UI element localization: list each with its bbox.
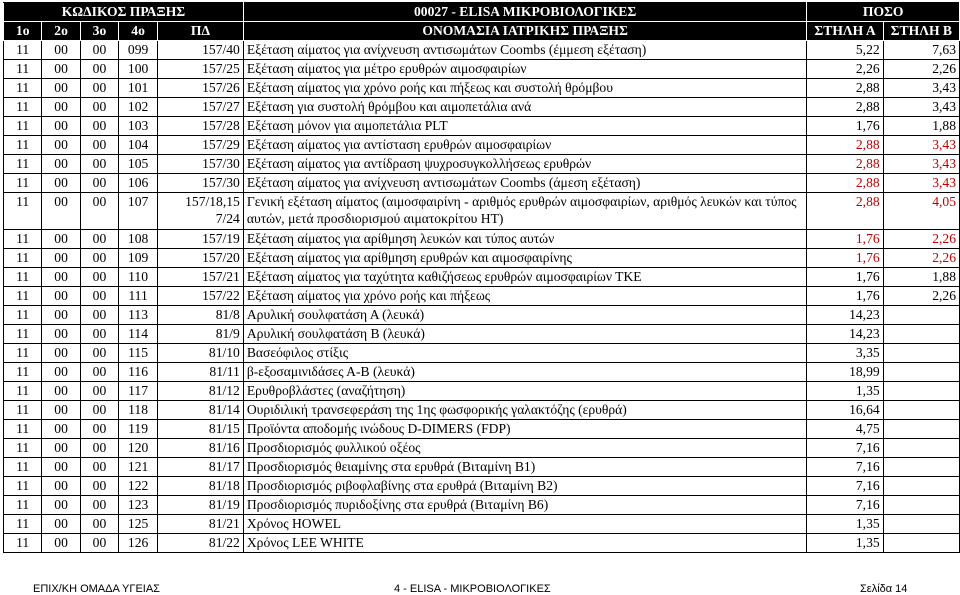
cell-code-3: 00 [80, 325, 118, 344]
table-row [4, 306, 960, 325]
cell-code-3: 00 [80, 363, 118, 382]
cell-code-2: 00 [42, 287, 80, 306]
cell-pd-ref: 157/25 [158, 60, 244, 79]
cell-pd-ref: 157/28 [158, 117, 244, 136]
cell-amount-b: 3,43 [883, 136, 959, 155]
cell-code-3: 00 [80, 79, 118, 98]
cell-amount-a: 16,64 [807, 401, 883, 420]
cell-code-3: 00 [80, 136, 118, 155]
cell-code-4: 116 [119, 363, 158, 382]
cell-code-1: 11 [4, 98, 42, 117]
cell-pd-ref: 81/18 [158, 477, 244, 496]
cell-code-4: 126 [119, 534, 158, 553]
table-row [4, 41, 960, 60]
cell-amount-a: 2,88 [807, 79, 883, 98]
header-code: ΚΩΔΙΚΟΣ ΠΡΑΞΗΣ [4, 3, 244, 22]
cell-description: Εξέταση αίματος για χρόνο ροής και πήξεως [243, 287, 807, 306]
cell-code-3: 00 [80, 287, 118, 306]
cell-code-3: 00 [80, 496, 118, 515]
cell-pd-ref: 157/22 [158, 287, 244, 306]
cell-code-1: 11 [4, 268, 42, 287]
cell-code-1: 11 [4, 420, 42, 439]
cell-pd-ref: 81/9 [158, 325, 244, 344]
table-row [4, 249, 960, 268]
cell-amount-a: 1,35 [807, 382, 883, 401]
cell-code-1: 11 [4, 287, 42, 306]
cell-code-4: 105 [119, 155, 158, 174]
cell-amount-a: 4,75 [807, 420, 883, 439]
cell-code-1: 11 [4, 136, 42, 155]
cell-amount-b [883, 401, 959, 420]
cell-amount-b: 3,43 [883, 174, 959, 193]
header-title: 00027 - ELISA ΜΙΚΡΟΒΙΟΛΟΓΙΚΕΣ [243, 3, 807, 22]
cell-code-1: 11 [4, 117, 42, 136]
cell-code-1: 11 [4, 496, 42, 515]
cell-code-4: 118 [119, 401, 158, 420]
table-row [4, 344, 960, 363]
cell-code-3: 00 [80, 117, 118, 136]
cell-code-3: 00 [80, 344, 118, 363]
header-col-a: ΣΤΗΛΗ Α [807, 22, 883, 41]
cell-description: Γενική εξέταση αίματος (αιμοσφαιρίνη - αριθμός ερυθρών αιμοσφαιρίων, αριθμός λευκών και τύπος αυτών, μετά προσδιορισμού αιματοκρίτου ΗΤ) [243, 193, 807, 230]
table-row [4, 60, 960, 79]
cell-code-3: 00 [80, 155, 118, 174]
cell-code-3: 00 [80, 41, 118, 60]
cell-code-1: 11 [4, 60, 42, 79]
cell-amount-a: 2,88 [807, 136, 883, 155]
cell-amount-b [883, 477, 959, 496]
cell-code-4: 119 [119, 420, 158, 439]
cell-description: Βασεόφιλος στίξις [243, 344, 807, 363]
cell-code-4: 099 [119, 41, 158, 60]
cell-pd-ref: 157/26 [158, 79, 244, 98]
cell-code-1: 11 [4, 401, 42, 420]
table-row [4, 117, 960, 136]
cell-code-2: 00 [42, 515, 80, 534]
cell-code-3: 00 [80, 60, 118, 79]
cell-amount-a: 2,26 [807, 60, 883, 79]
cell-code-1: 11 [4, 249, 42, 268]
table-row [4, 268, 960, 287]
cell-description: Εξέταση αίματος για ανίχνευση αντισωμάτων Coombs (έμμεση εξέταση) [243, 41, 807, 60]
cell-pd-ref: 81/11 [158, 363, 244, 382]
cell-pd-ref: 157/30 [158, 174, 244, 193]
cell-amount-b [883, 306, 959, 325]
cell-amount-b [883, 534, 959, 553]
cell-description: Εξέταση αίματος για χρόνο ροής και πήξεως και συστολή θρόμβου [243, 79, 807, 98]
cell-code-1: 11 [4, 439, 42, 458]
cell-code-4: 123 [119, 496, 158, 515]
cell-code-2: 00 [42, 79, 80, 98]
table-row [4, 439, 960, 458]
cell-code-1: 11 [4, 306, 42, 325]
cell-code-3: 00 [80, 534, 118, 553]
cell-code-3: 00 [80, 477, 118, 496]
cell-pd-ref: 157/40 [158, 41, 244, 60]
cell-amount-b: 2,26 [883, 287, 959, 306]
cell-amount-b [883, 458, 959, 477]
cell-pd-ref: 81/16 [158, 439, 244, 458]
header-col-b: ΣΤΗΛΗ Β [883, 22, 959, 41]
cell-amount-b: 3,43 [883, 155, 959, 174]
table-row [4, 174, 960, 193]
cell-code-4: 103 [119, 117, 158, 136]
cell-amount-a: 1,35 [807, 534, 883, 553]
cell-amount-a: 7,16 [807, 458, 883, 477]
table-row [4, 193, 960, 230]
header-col-3: 3ο [80, 22, 118, 41]
cell-description: Ουριδιλική τρανσεφεράση της 1ης φωσφορικής γαλακτόζης (ερυθρά) [243, 401, 807, 420]
cell-amount-b: 1,88 [883, 117, 959, 136]
cell-description: Αρυλική σουλφατάση Β (λευκά) [243, 325, 807, 344]
table-row [4, 287, 960, 306]
table-row [4, 98, 960, 117]
cell-pd-ref: 81/22 [158, 534, 244, 553]
cell-pd-ref: 157/19 [158, 230, 244, 249]
table-row [4, 155, 960, 174]
table-row [4, 420, 960, 439]
cell-code-4: 113 [119, 306, 158, 325]
cell-amount-a: 1,76 [807, 268, 883, 287]
cell-description: Προσδιορισμός θειαμίνης στα ερυθρά (Βιταμίνη Β1) [243, 458, 807, 477]
cell-code-4: 108 [119, 230, 158, 249]
cell-code-2: 00 [42, 496, 80, 515]
cell-code-1: 11 [4, 174, 42, 193]
cell-amount-a: 2,88 [807, 174, 883, 193]
table-row [4, 230, 960, 249]
cell-code-4: 121 [119, 458, 158, 477]
table-row [4, 325, 960, 344]
cell-pd-ref: 157/18,15 7/24 [158, 193, 244, 230]
cell-amount-b [883, 382, 959, 401]
cell-code-1: 11 [4, 363, 42, 382]
cell-amount-b [883, 496, 959, 515]
cell-code-4: 100 [119, 60, 158, 79]
cell-code-1: 11 [4, 325, 42, 344]
footer-center: 4 - ELISA - ΜΙΚΡΟΒΙΟΛΟΓΙΚΕΣ [394, 583, 551, 595]
cell-code-3: 00 [80, 401, 118, 420]
cell-amount-a: 2,88 [807, 98, 883, 117]
cell-code-4: 107 [119, 193, 158, 230]
cell-pd-ref: 81/8 [158, 306, 244, 325]
cell-description: Χρόνος HOWEL [243, 515, 807, 534]
cell-description: Εξέταση αίματος για αντίδραση ψυχροσυγκολλήσεως ερυθρών [243, 155, 807, 174]
cell-amount-b: 4,05 [883, 193, 959, 230]
cell-amount-a: 1,35 [807, 515, 883, 534]
header-col-1: 1ο [4, 22, 42, 41]
table-row [4, 401, 960, 420]
cell-code-4: 109 [119, 249, 158, 268]
cell-code-3: 00 [80, 439, 118, 458]
cell-amount-a: 1,76 [807, 287, 883, 306]
cell-pd-ref: 81/19 [158, 496, 244, 515]
cell-pd-ref: 157/20 [158, 249, 244, 268]
cell-code-2: 00 [42, 193, 80, 230]
cell-amount-b [883, 420, 959, 439]
cell-code-1: 11 [4, 41, 42, 60]
cell-amount-a: 14,23 [807, 306, 883, 325]
cell-pd-ref: 157/29 [158, 136, 244, 155]
cell-code-2: 00 [42, 60, 80, 79]
cell-code-1: 11 [4, 534, 42, 553]
cell-code-4: 110 [119, 268, 158, 287]
cell-code-2: 00 [42, 174, 80, 193]
header-col-4: 4ο [119, 22, 158, 41]
cell-amount-a: 3,35 [807, 344, 883, 363]
cell-code-2: 00 [42, 249, 80, 268]
cell-amount-b [883, 439, 959, 458]
cell-description: Εξέταση αίματος για αρίθμηση ερυθρών και αιμοσφαιρίνης [243, 249, 807, 268]
cell-code-1: 11 [4, 155, 42, 174]
cell-code-4: 120 [119, 439, 158, 458]
cell-pd-ref: 81/10 [158, 344, 244, 363]
cell-code-1: 11 [4, 193, 42, 230]
cell-pd-ref: 81/21 [158, 515, 244, 534]
cell-code-4: 101 [119, 79, 158, 98]
cell-code-3: 00 [80, 174, 118, 193]
cell-pd-ref: 157/30 [158, 155, 244, 174]
cell-amount-b [883, 325, 959, 344]
cell-code-4: 102 [119, 98, 158, 117]
cell-amount-b: 3,43 [883, 79, 959, 98]
cell-description: Ερυθροβλάστες (αναζήτηση) [243, 382, 807, 401]
cell-code-1: 11 [4, 344, 42, 363]
cell-amount-b: 1,88 [883, 268, 959, 287]
cell-amount-a: 7,16 [807, 477, 883, 496]
cell-code-3: 00 [80, 249, 118, 268]
table-row [4, 136, 960, 155]
cell-amount-a: 7,16 [807, 496, 883, 515]
cell-code-1: 11 [4, 515, 42, 534]
table-row [4, 382, 960, 401]
cell-pd-ref: 81/14 [158, 401, 244, 420]
cell-description: Χρόνος LEE WHITE [243, 534, 807, 553]
cell-code-2: 00 [42, 477, 80, 496]
cell-amount-a: 1,76 [807, 117, 883, 136]
cell-code-4: 111 [119, 287, 158, 306]
cell-code-4: 106 [119, 174, 158, 193]
cell-description: β-εξοσαμινιδάσες Α-Β (λευκά) [243, 363, 807, 382]
cell-amount-a: 7,16 [807, 439, 883, 458]
cell-amount-b [883, 363, 959, 382]
cell-code-4: 115 [119, 344, 158, 363]
cell-code-3: 00 [80, 230, 118, 249]
cell-code-1: 11 [4, 230, 42, 249]
cell-description: Προσδιορισμός ριβοφλαβίνης στα ερυθρά (Βιταμίνη Β2) [243, 477, 807, 496]
cell-code-2: 00 [42, 363, 80, 382]
cell-code-3: 00 [80, 458, 118, 477]
cell-code-4: 122 [119, 477, 158, 496]
cell-code-3: 00 [80, 382, 118, 401]
cell-pd-ref: 157/27 [158, 98, 244, 117]
header-col-2: 2ο [42, 22, 80, 41]
header-row-1 [4, 3, 960, 22]
cell-code-4: 104 [119, 136, 158, 155]
cell-code-2: 00 [42, 458, 80, 477]
cell-description: Εξέταση για συστολή θρόμβου και αιμοπετάλια ανά [243, 98, 807, 117]
table-row [4, 477, 960, 496]
cell-code-4: 125 [119, 515, 158, 534]
cell-description: Αρυλική σουλφατάση Α (λευκά) [243, 306, 807, 325]
cell-code-2: 00 [42, 534, 80, 553]
cell-code-3: 00 [80, 268, 118, 287]
cell-amount-a: 2,88 [807, 155, 883, 174]
cell-code-1: 11 [4, 79, 42, 98]
cell-description: Εξέταση αίματος για αντίσταση ερυθρών αιμοσφαιρίων [243, 136, 807, 155]
cell-description: Εξέταση αίματος για ταχύτητα καθιζήσεως ερυθρών αιμοσφαιρίων ΤΚΕ [243, 268, 807, 287]
cell-code-3: 00 [80, 306, 118, 325]
header-row-2 [4, 22, 960, 41]
table-row [4, 363, 960, 382]
cell-code-4: 114 [119, 325, 158, 344]
cell-amount-b: 2,26 [883, 230, 959, 249]
cell-code-2: 00 [42, 325, 80, 344]
cell-code-3: 00 [80, 193, 118, 230]
cell-code-2: 00 [42, 98, 80, 117]
cell-code-2: 00 [42, 117, 80, 136]
cell-code-2: 00 [42, 136, 80, 155]
table-row [4, 496, 960, 515]
cell-amount-a: 5,22 [807, 41, 883, 60]
table-row [4, 534, 960, 553]
cell-description: Προσδιορισμός φυλλικού οξέος [243, 439, 807, 458]
cell-amount-b [883, 344, 959, 363]
cell-amount-b: 3,43 [883, 98, 959, 117]
cell-code-2: 00 [42, 268, 80, 287]
table-row [4, 458, 960, 477]
cell-amount-a: 18,99 [807, 363, 883, 382]
cell-code-2: 00 [42, 41, 80, 60]
header-col-name: ΟΝΟΜΑΣΙΑ ΙΑΤΡΙΚΗΣ ΠΡΑΞΗΣ [243, 22, 807, 41]
cell-pd-ref: 81/15 [158, 420, 244, 439]
cell-pd-ref: 81/12 [158, 382, 244, 401]
cell-code-3: 00 [80, 515, 118, 534]
cell-pd-ref: 81/17 [158, 458, 244, 477]
cell-description: Εξέταση αίματος για ανίχνευση αντισωμάτων Coombs (άμεση εξέταση) [243, 174, 807, 193]
cell-code-2: 00 [42, 155, 80, 174]
cell-code-2: 00 [42, 439, 80, 458]
cell-code-2: 00 [42, 420, 80, 439]
cell-description: Εξέταση αίματος για μέτρο ερυθρών αιμοσφαιρίων [243, 60, 807, 79]
cell-code-2: 00 [42, 344, 80, 363]
cell-amount-a: 2,88 [807, 193, 883, 230]
cell-amount-a: 14,23 [807, 325, 883, 344]
cell-code-1: 11 [4, 382, 42, 401]
cell-code-2: 00 [42, 401, 80, 420]
header-amount: ΠΟΣΟ [807, 3, 960, 22]
cell-code-2: 00 [42, 230, 80, 249]
cell-code-2: 00 [42, 382, 80, 401]
cell-code-3: 00 [80, 420, 118, 439]
cell-code-4: 117 [119, 382, 158, 401]
cell-code-1: 11 [4, 477, 42, 496]
cell-description: Προσδιορισμός πυριδοξίνης στα ερυθρά (Βιταμίνη Β6) [243, 496, 807, 515]
footer-left: ΕΠΙΧ/ΚΗ ΟΜΑΔΑ ΥΓΕΙΑΣ [33, 583, 160, 595]
footer-page-number: Σελίδα 14 [860, 583, 908, 595]
cell-amount-a: 1,76 [807, 230, 883, 249]
cell-description: Προϊόντα αποδομής ινώδους D-DIMERS (FDP) [243, 420, 807, 439]
header-col-pd: ΠΔ [158, 22, 244, 41]
cell-amount-b [883, 515, 959, 534]
cell-amount-b: 2,26 [883, 249, 959, 268]
cell-amount-b: 7,63 [883, 41, 959, 60]
cell-pd-ref: 157/21 [158, 268, 244, 287]
cell-description: Εξέταση αίματος για αρίθμηση λευκών και τύπος αυτών [243, 230, 807, 249]
procedure-price-table [3, 2, 960, 553]
cell-description: Εξέταση μόνον για αιμοπετάλια PLT [243, 117, 807, 136]
cell-code-1: 11 [4, 458, 42, 477]
cell-code-3: 00 [80, 98, 118, 117]
cell-amount-b: 2,26 [883, 60, 959, 79]
cell-amount-a: 1,76 [807, 249, 883, 268]
table-row [4, 79, 960, 98]
table-row [4, 515, 960, 534]
cell-code-2: 00 [42, 306, 80, 325]
